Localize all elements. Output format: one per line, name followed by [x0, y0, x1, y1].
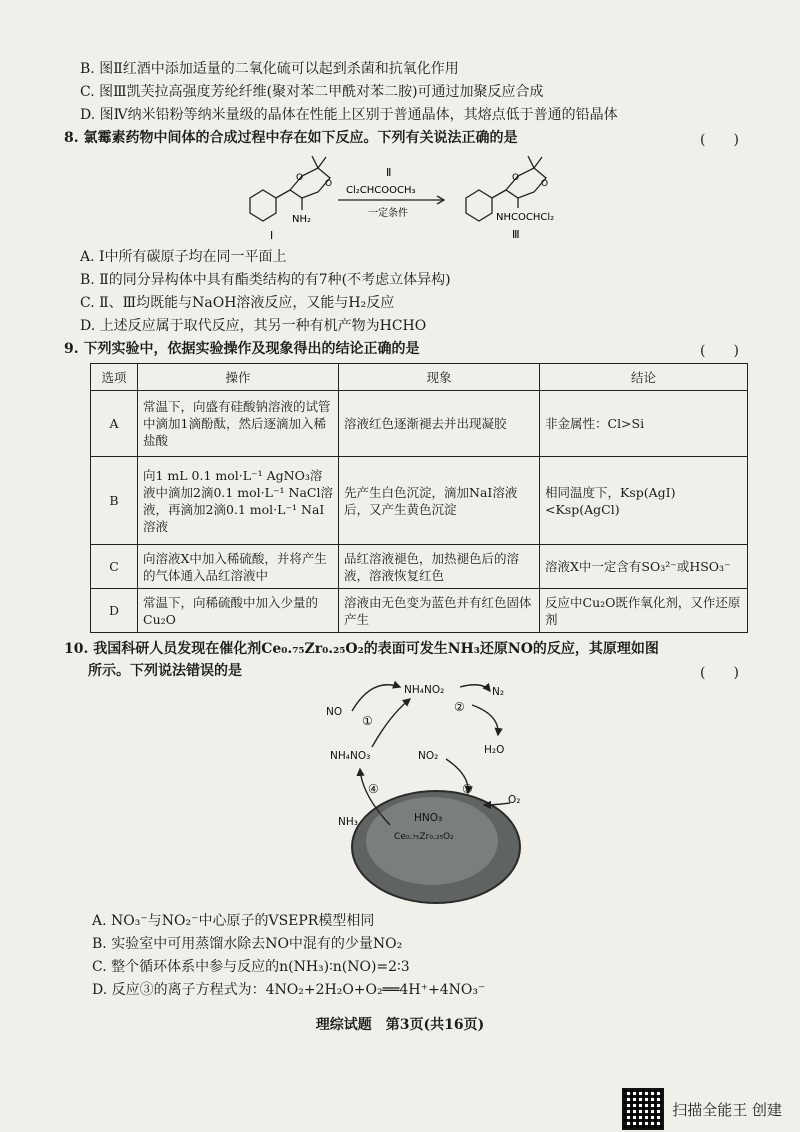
- qr-code-icon: [622, 1088, 664, 1130]
- row-operation: 向溶液X中加入稀硫酸，并将产生的气体通入品红溶液中: [138, 545, 339, 589]
- row-operation: 常温下，向盛有硅酸钠溶液的试管中滴加1滴酚酞，然后逐滴加入稀盐酸: [138, 391, 339, 457]
- row-phenomenon: 溶液由无色变为蓝色并有红色固体产生: [339, 589, 540, 633]
- table-row: [91, 391, 748, 457]
- species-nh3: NH₃: [338, 816, 358, 828]
- q10-option-a: A. NO₃⁻与NO₂⁻中心原子的VSEPR模型相同: [92, 913, 375, 929]
- q7-option-b: B. 图Ⅱ红酒中添加适量的二氧化硫可以起到杀菌和抗氧化作用: [80, 61, 459, 77]
- row-phenomenon: 溶液红色逐渐褪去并出现凝胶: [339, 391, 540, 457]
- ring-oxygen-3: O: [512, 173, 520, 183]
- q8-option-a: A. Ⅰ中所有碳原子均在同一平面上: [80, 249, 287, 265]
- q10-option-d: D. 反应③的离子方程式为：4NO₂+2H₂O+O₂══4H⁺+4NO₃⁻: [92, 982, 486, 998]
- benzene-ring-reactant: [250, 190, 276, 221]
- step-1-marker: ①: [362, 714, 373, 728]
- q10-option-c: C. 整个循环体系中参与反应的n(NH₃)∶n(NO)=2∶3: [92, 959, 410, 975]
- q9-answer-paren: ( ): [700, 343, 739, 359]
- species-nh4no3: NH₄NO₃: [330, 750, 371, 762]
- arrow-step2: [460, 685, 490, 691]
- q8-answer-paren: ( ): [700, 132, 739, 148]
- reactant-amine-group: NH₂: [292, 214, 312, 225]
- header-option: 选项: [91, 364, 138, 391]
- reagent-formula: Cl₂CHCOOCH₃: [346, 185, 416, 196]
- table-row: [91, 589, 748, 633]
- species-no: NO: [326, 706, 343, 718]
- species-h2o: H₂O: [484, 744, 505, 756]
- header-conclusion: 结论: [540, 364, 748, 391]
- row-conclusion: 相同温度下，Ksp(AgI)<Ksp(AgCl): [540, 457, 748, 545]
- q7-option-d: D. 图Ⅳ纳米铅粉等纳米量级的晶体在性能上区别于普通晶体，其熔点低于普通的铅晶体: [80, 107, 618, 123]
- table-row: [91, 457, 748, 545]
- benzene-ring-product: [466, 190, 492, 221]
- step-3-marker: ③: [462, 782, 473, 796]
- row-conclusion: 溶液X中一定含有SO₃²⁻或HSO₃⁻: [540, 545, 748, 589]
- table-header-row: [91, 364, 748, 391]
- table-row: [91, 545, 748, 589]
- watermark-text: 扫描全能王 创建: [672, 1100, 782, 1119]
- step-2-marker: ②: [454, 700, 465, 714]
- arrow-step1-branch: [372, 699, 410, 747]
- row-operation: 向1 mL 0.1 mol·L⁻¹ AgNO₃溶液中滴加2滴0.1 mol·L⁻¹ NaCl溶液，再滴加2滴0.1 mol·L⁻¹ NaI溶液: [138, 457, 339, 545]
- reagent-label: Ⅱ: [386, 166, 392, 179]
- reactant-label: Ⅰ: [270, 229, 274, 242]
- q10-stem-line2: 所示。下列说法错误的是: [88, 663, 242, 679]
- species-n2: N₂: [492, 686, 505, 698]
- q8-stem: 8. 氯霉素药物中间体的合成过程中存在如下反应。下列有关说法正确的是: [64, 130, 518, 146]
- scanner-watermark: [622, 1088, 782, 1130]
- row-option: B: [91, 457, 138, 545]
- header-operation: 操作: [138, 364, 339, 391]
- q10-answer-paren: ( ): [700, 665, 739, 681]
- q10-stem-line1: 10. 我国科研人员发现在催化剂Ce₀.₇₅Zr₀.₂₅O₂的表面可发生NH₃还原NO的反应，其原理如图: [64, 641, 659, 657]
- product-label: Ⅲ: [512, 228, 520, 241]
- row-option: C: [91, 545, 138, 589]
- experiment-table: [90, 363, 748, 633]
- product-amide-group: NHCOCHCl₂: [496, 212, 555, 223]
- species-hno3: HNO₃: [414, 812, 443, 824]
- ring-oxygen-2: O: [325, 179, 333, 189]
- row-option: A: [91, 391, 138, 457]
- q8-reaction-scheme: [230, 148, 610, 246]
- ring-oxygen-1: O: [296, 173, 304, 183]
- row-phenomenon: 先产生白色沉淀，滴加NaI溶液后，又产生黄色沉淀: [339, 457, 540, 545]
- row-option: D: [91, 589, 138, 633]
- row-operation: 常温下，向稀硫酸中加入少量的Cu₂O: [138, 589, 339, 633]
- row-conclusion: 反应中Cu₂O既作氧化剂，又作还原剂: [540, 589, 748, 633]
- row-conclusion: 非金属性：Cl>Si: [540, 391, 748, 457]
- arrow-step2-down: [472, 705, 498, 735]
- species-no2: NO₂: [418, 750, 439, 762]
- q10-option-b: B. 实验室中可用蒸馏水除去NO中混有的少量NO₂: [92, 936, 403, 952]
- q7-option-c: C. 图Ⅲ凯芙拉高强度芳纶纤维(聚对苯二甲酰对苯二胺)可通过加聚反应合成: [80, 84, 544, 100]
- species-o2: O₂: [508, 794, 521, 806]
- q8-option-c: C. Ⅱ、Ⅲ均既能与NaOH溶液反应，又能与H₂反应: [80, 295, 395, 311]
- species-nh4no2: NH₄NO₂: [404, 684, 445, 696]
- header-phenomenon: 现象: [339, 364, 540, 391]
- arrow-step1: [352, 685, 400, 711]
- q8-option-d: D. 上述反应属于取代反应，其另一种有机产物为HCHO: [80, 318, 427, 334]
- q9-stem: 9. 下列实验中，依据实验操作及现象得出的结论正确的是: [64, 341, 420, 357]
- catalytic-cycle-diagram: [300, 675, 540, 905]
- step-4-marker: ④: [368, 782, 379, 796]
- reaction-condition: 一定条件: [368, 208, 408, 219]
- q8-option-b: B. Ⅱ的同分异构体中具有酯类结构的有7种(不考虑立体异构): [80, 272, 451, 288]
- row-phenomenon: 品红溶液褪色，加热褪色后的溶液，溶液恢复红色: [339, 545, 540, 589]
- ring-oxygen-4: O: [541, 179, 549, 189]
- catalyst-label: Ce₀.₇₅Zr₀.₂₅O₂: [394, 832, 454, 842]
- page-footer: 理综试题 第3页(共16页): [315, 1017, 485, 1033]
